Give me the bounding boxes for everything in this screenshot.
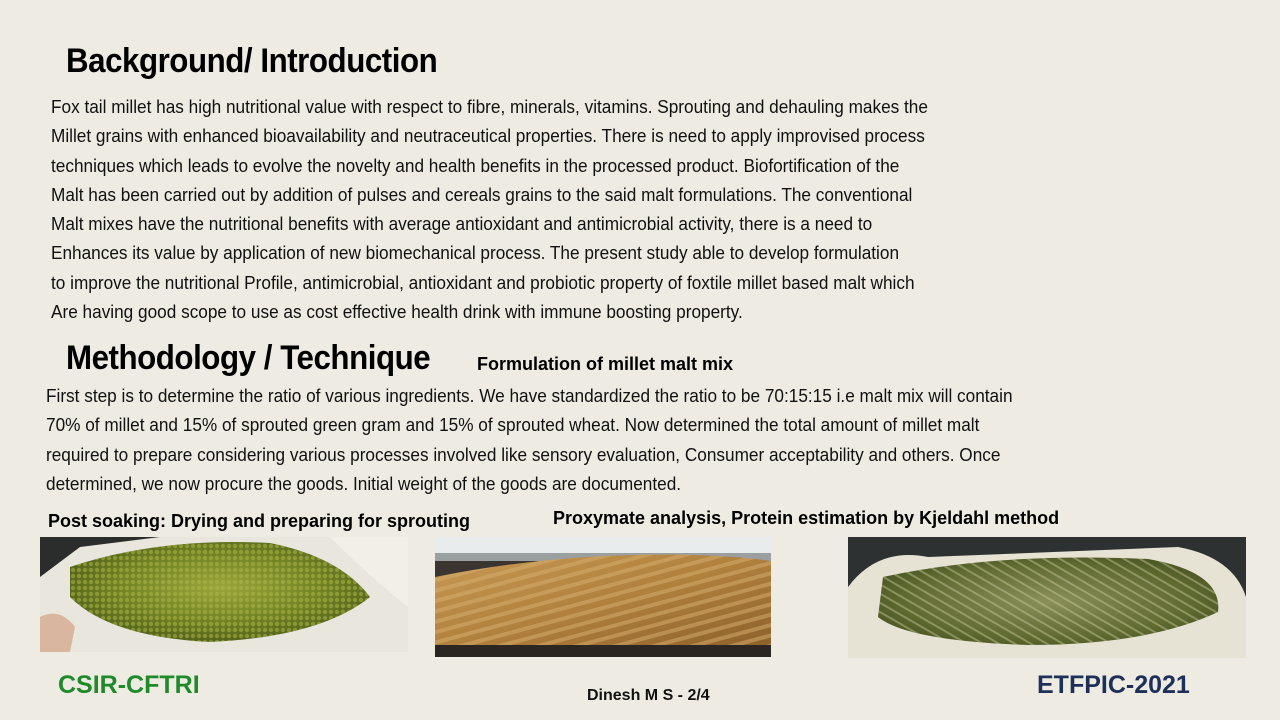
photo-sprouted-grains <box>848 537 1246 658</box>
paragraph-line: First step is to determine the ratio of various ingredients. We have standardized the ratio to be 70:15:15 i.e malt mix will contain <box>46 385 1013 406</box>
paragraph-line: determined, we now procure the goods. Initial weight of the goods are documented. <box>46 472 682 494</box>
methodology-subheading: Formulation of millet malt mix <box>477 354 734 374</box>
footer-org-cftri: CSIR-CFTRI <box>58 671 200 699</box>
paragraph-line: to improve the nutritional Profile, antimicrobial, antioxidant and probiotic property of foxtile millet based malt which <box>51 271 915 293</box>
paragraph-line: required to prepare considering various processes involved like sensory evaluation, Consumer acceptability and others. Once <box>46 443 1001 465</box>
paragraph-line: Enhances its value by application of new biomechanical process. The present study able to develop formulation <box>51 242 900 264</box>
photo-malt-drying <box>435 537 771 657</box>
photo-soaked-green-gram <box>40 537 408 652</box>
paragraph-line: Millet grains with enhanced bioavailability and neutraceutical properties. There is need to apply improvised process <box>51 125 925 147</box>
footer-author-page: Dinesh M S - 2/4 <box>587 687 710 704</box>
caption-soaking: Post soaking: Drying and preparing for sprouting <box>48 511 471 531</box>
caption-proximate-analysis: Proxymate analysis, Protein estimation by Kjeldahl method <box>553 508 1060 528</box>
paragraph-line: techniques which leads to evolve the novelty and health benefits in the processed product. Biofortification of the <box>51 154 900 176</box>
background-heading: Background/ Introduction <box>66 42 438 80</box>
paragraph-line: 70% of millet and 15% of sprouted green gram and 15% of sprouted wheat. Now determined the total amount of millet malt <box>46 414 980 436</box>
methodology-paragraph <box>46 381 1013 498</box>
paragraph-line: Malt mixes have the nutritional benefits with average antioxidant and antimicrobial activity, there is a need to <box>51 213 873 235</box>
paragraph-line: Fox tail millet has high nutritional value with respect to fibre, minerals, vitamins. Sprouting and dehauling makes the <box>51 96 928 117</box>
footer-conference: ETFPIC-2021 <box>1037 671 1190 699</box>
paragraph-line: Are having good scope to use as cost effective health drink with immune boosting property. <box>51 301 743 323</box>
methodology-heading: Methodology / Technique <box>66 339 431 377</box>
background-paragraph <box>51 92 928 326</box>
paragraph-line: Malt has been carried out by addition of pulses and cereals grains to the said malt formulations. The conventional <box>51 183 913 205</box>
